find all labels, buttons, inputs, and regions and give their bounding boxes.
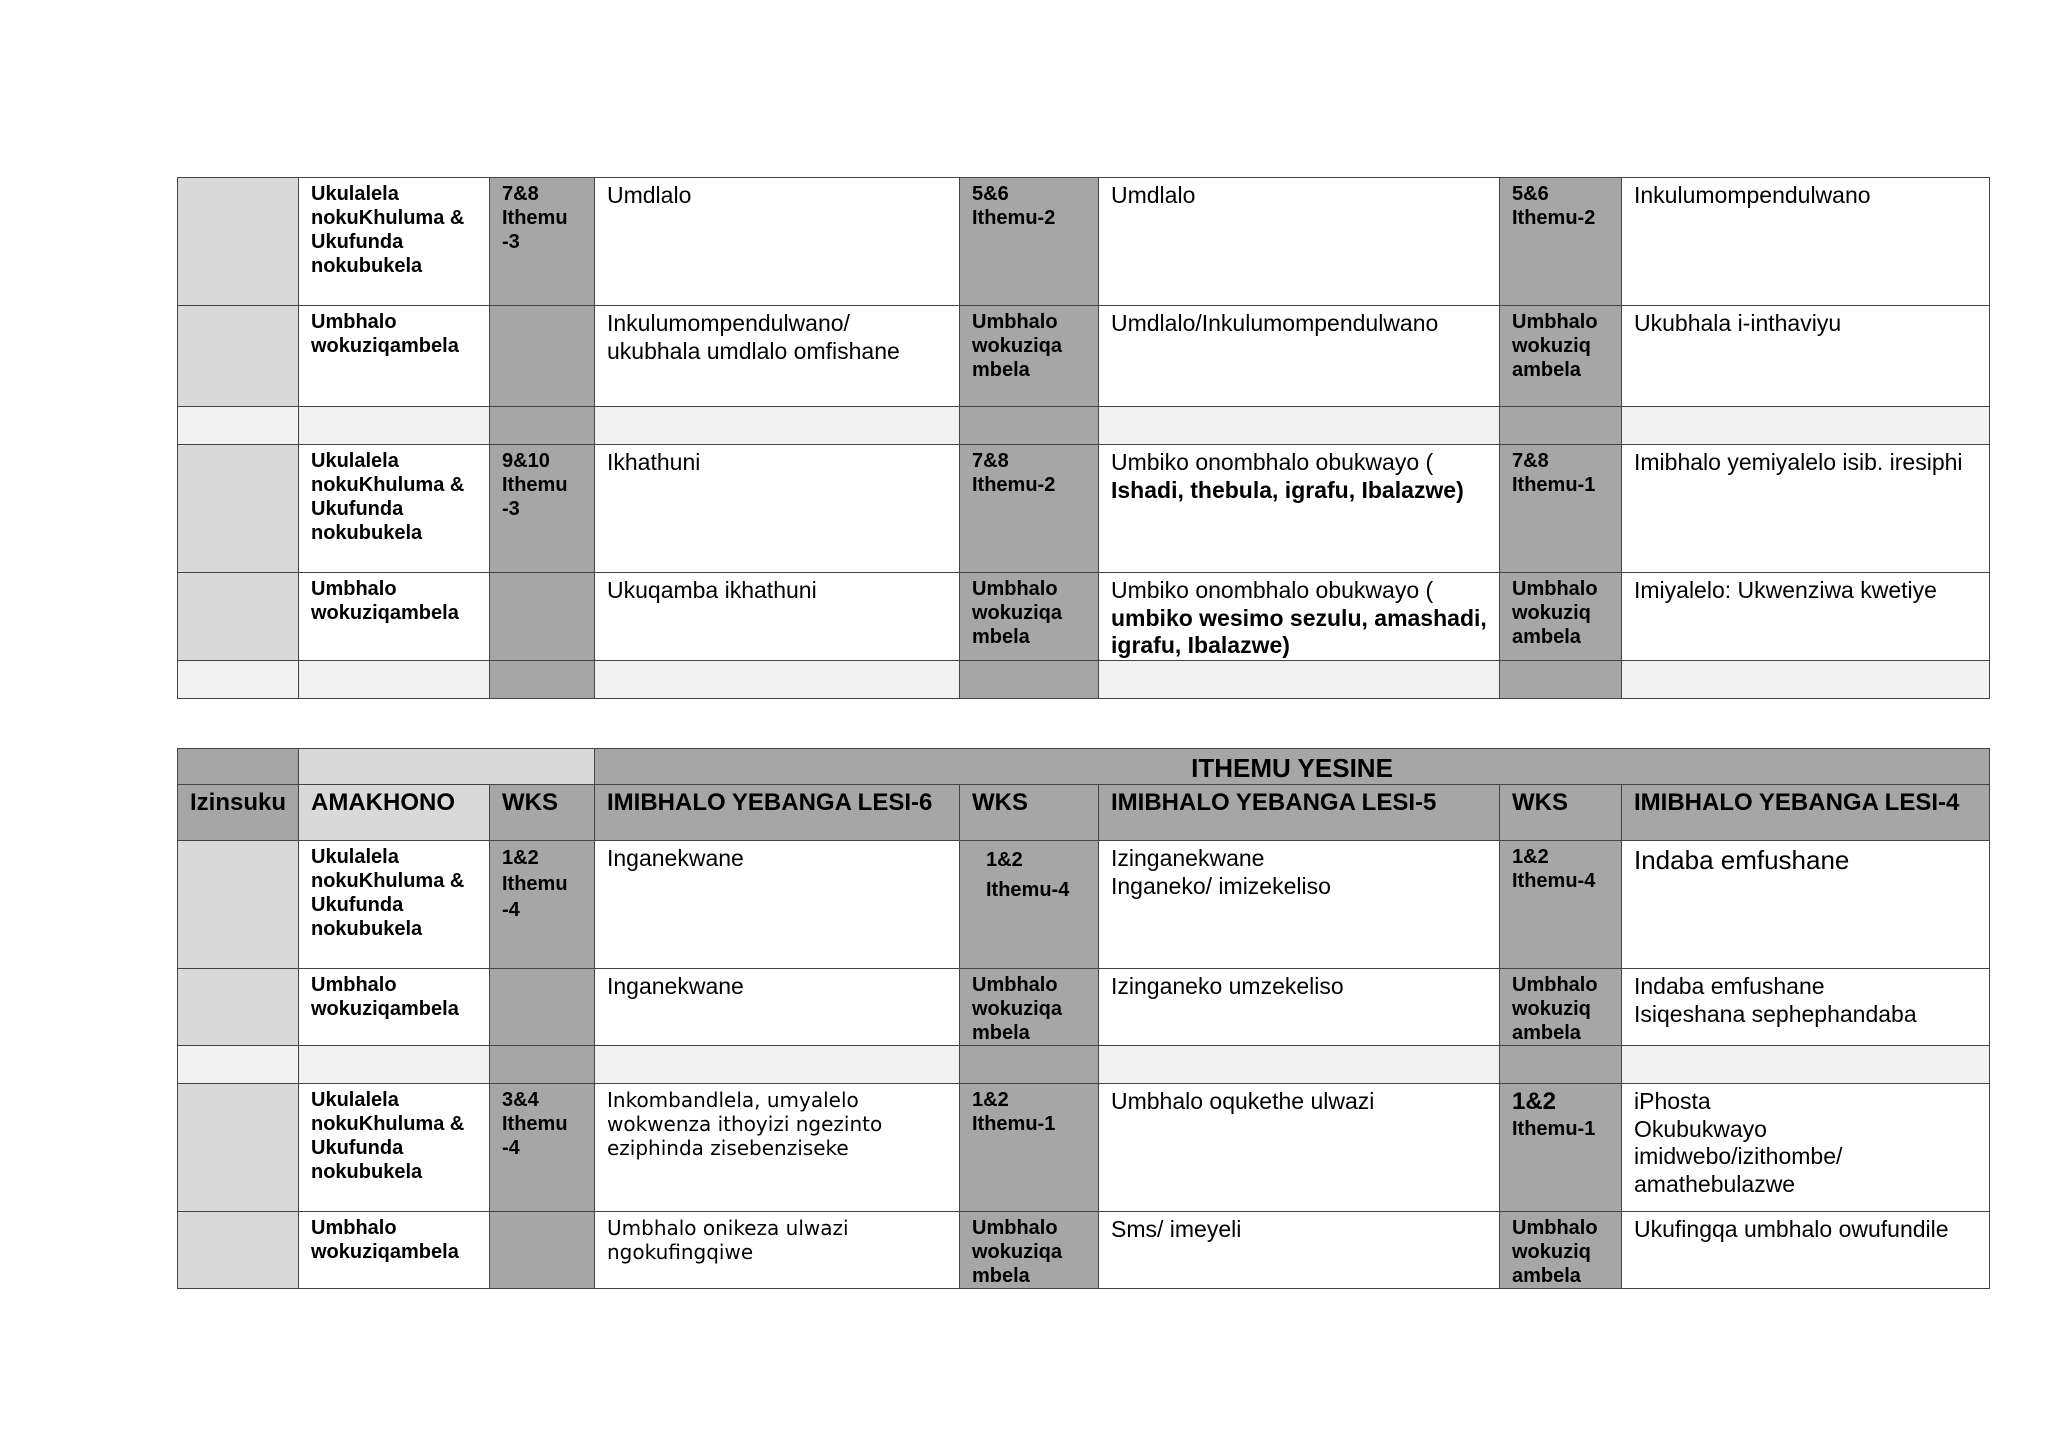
skill-cell: Umbhalo wokuziqambela <box>299 1212 490 1289</box>
text-grade5: Umdlalo <box>1099 178 1500 306</box>
text-grade6: Inganekwane <box>595 969 960 1046</box>
wks-grade5: Umbhalo wokuziqa mbela <box>960 306 1099 407</box>
header-wks: WKS <box>490 785 595 841</box>
skill-cell: Umbhalo wokuziqambela <box>299 969 490 1046</box>
wks-grade6: 1&2 Ithemu -4 <box>490 841 595 969</box>
table-row <box>178 1084 1990 1212</box>
skill-cell: Ukulalela nokuKhuluma & Ukufunda nokubukela <box>299 841 490 969</box>
days-cell <box>178 841 299 969</box>
text-grade4: Inkulumompendulwano <box>1622 178 1990 306</box>
text-grade4: Ukufingqa umbhalo owufundile <box>1622 1212 1990 1289</box>
wks-grade5: Umbhalo wokuziqa mbela <box>960 1212 1099 1289</box>
spacer-cell <box>595 660 960 698</box>
spacer-cell <box>178 407 299 445</box>
wks-grade4 <box>1500 1084 1622 1212</box>
wks-grade5: 1&2 Ithemu-4 <box>960 841 1099 969</box>
wks-grade5: 5&6 Ithemu-2 <box>960 178 1099 306</box>
text-part: iPhosta <box>1634 1088 1711 1115</box>
days-cell <box>178 1084 299 1212</box>
text-part-bold: umbiko wesimo sezulu, amashadi, igrafu, Ibalazwe) <box>1111 604 1487 659</box>
spacer-cell <box>1622 407 1990 445</box>
table-row <box>178 1212 1990 1289</box>
spacer-cell <box>178 660 299 698</box>
days-cell <box>178 1212 299 1289</box>
spacer-cell <box>1099 407 1500 445</box>
days-cell <box>178 969 299 1046</box>
skill-cell: Ukulalela nokuKhuluma & Ukufunda nokubukela <box>299 1084 490 1212</box>
spacer-cell <box>1500 1046 1622 1084</box>
wks-grade4: 1&2 Ithemu-4 <box>1500 841 1622 969</box>
header-grade4: IMIBHALO YEBANGA LESI-4 <box>1622 785 1990 841</box>
days-cell <box>178 445 299 573</box>
text-part: Umbiko onombhalo obukwayo ( <box>1111 577 1434 603</box>
header-wks: WKS <box>1500 785 1622 841</box>
table-row <box>178 841 1990 969</box>
text-grade4: Imibhalo yemiyalelo isib. iresiphi <box>1622 445 1990 573</box>
spacer-cell <box>1622 1046 1990 1084</box>
header-grade6: IMIBHALO YEBANGA LESI-6 <box>595 785 960 841</box>
wks-grade5: 1&2 Ithemu-1 <box>960 1084 1099 1212</box>
text-grade6: Inkombandlela, umyalelo wokwenza ithoyizi ngezinto eziphinda zisebenziseke <box>595 1084 960 1212</box>
text-grade4 <box>1622 969 1990 1046</box>
header-wks: WKS <box>960 785 1099 841</box>
spacer-cell <box>490 1046 595 1084</box>
wks-grade4: Umbhalo wokuziq ambela <box>1500 969 1622 1046</box>
spacer-cell <box>1099 1046 1500 1084</box>
spacer-cell <box>299 1046 490 1084</box>
text-grade5: Umbhalo oqukethe ulwazi <box>1099 1084 1500 1212</box>
spacer-cell <box>490 660 595 698</box>
text-part: Izinganekwane <box>1111 845 1265 872</box>
skill-cell: Ukulalela nokuKhuluma & Ukufunda nokubukela <box>299 178 490 306</box>
text-grade5: Umdlalo/Inkulumompendulwano <box>1099 306 1500 407</box>
spacer-row <box>178 407 1990 445</box>
wks-grade6: 9&10 Ithemu -3 <box>490 445 595 573</box>
spacer-row <box>178 1046 1990 1084</box>
text-part: Inganeko/ imizekeliso <box>1111 872 1331 899</box>
spacer-cell <box>960 407 1099 445</box>
text-grade6: Inganekwane <box>595 841 960 969</box>
spacer-cell <box>1500 407 1622 445</box>
days-cell <box>178 306 299 407</box>
text-grade6: Umdlalo <box>595 178 960 306</box>
text-grade6: Ukuqamba ikhathuni <box>595 573 960 661</box>
wks-grade4: Umbhalo wokuziq ambela <box>1500 573 1622 661</box>
spacer-cell <box>299 660 490 698</box>
title-row <box>178 749 1990 785</box>
text-grade6: Umbhalo onikeza ulwazi ngokufingqiwe <box>595 1212 960 1289</box>
wks-grade4: Umbhalo wokuziq ambela <box>1500 1212 1622 1289</box>
text-grade4: Indaba emfushane <box>1622 841 1990 969</box>
text-grade5: Izinganeko umzekeliso <box>1099 969 1500 1046</box>
spacer-cell <box>960 660 1099 698</box>
text-grade5 <box>1099 573 1500 661</box>
spacer-cell <box>1099 660 1500 698</box>
text-grade6: Ikhathuni <box>595 445 960 573</box>
title-blank-cell <box>299 749 595 785</box>
title-blank-cell <box>178 749 299 785</box>
spacer-cell <box>1500 660 1622 698</box>
table-row <box>178 178 1990 306</box>
skill-cell: Ukulalela nokuKhuluma & Ukufunda nokubukela <box>299 445 490 573</box>
text-grade4: Ukubhala i-inthaviyu <box>1622 306 1990 407</box>
text-part: Okubukwayo imidwebo/izithombe/ amathebulazwe <box>1634 1115 1843 1197</box>
wks-grade4: Umbhalo wokuziq ambela <box>1500 306 1622 407</box>
spacer-cell <box>595 1046 960 1084</box>
header-row <box>178 785 1990 841</box>
text-grade5 <box>1099 445 1500 573</box>
wks-part: Ithemu-1 <box>1512 1117 1596 1140</box>
text-part: Umbiko onombhalo obukwayo ( <box>1111 449 1434 475</box>
curriculum-table-term4 <box>177 748 1990 1289</box>
text-grade4: Imiyalelo: Ukwenziwa kwetiye <box>1622 573 1990 661</box>
table-row <box>178 969 1990 1046</box>
text-part: Indaba emfushane <box>1634 973 1825 1000</box>
wks-part: 1&2 <box>1512 1088 1557 1116</box>
wks-grade4: 7&8 Ithemu-1 <box>1500 445 1622 573</box>
text-grade5: Sms/ imeyeli <box>1099 1212 1500 1289</box>
curriculum-table-term3 <box>177 177 1990 699</box>
spacer-cell <box>960 1046 1099 1084</box>
text-part-bold: Ishadi, thebula, igrafu, Ibalazwe) <box>1111 476 1464 503</box>
table-row <box>178 445 1990 573</box>
header-grade5: IMIBHALO YEBANGA LESI-5 <box>1099 785 1500 841</box>
skill-cell: Umbhalo wokuziqambela <box>299 306 490 407</box>
table-row <box>178 306 1990 407</box>
days-cell <box>178 178 299 306</box>
wks-grade5: Umbhalo wokuziqa mbela <box>960 969 1099 1046</box>
spacer-cell <box>1622 660 1990 698</box>
text-part: Isiqeshana sephephandaba <box>1634 1000 1917 1027</box>
days-cell <box>178 573 299 661</box>
table-row <box>178 573 1990 661</box>
spacer-row <box>178 660 1990 698</box>
spacer-cell <box>595 407 960 445</box>
wks-grade6 <box>490 1212 595 1289</box>
text-grade4 <box>1622 1084 1990 1212</box>
wks-grade6 <box>490 306 595 407</box>
wks-grade6 <box>490 573 595 661</box>
spacer-cell <box>490 407 595 445</box>
spacer-cell <box>178 1046 299 1084</box>
wks-grade6: 7&8 Ithemu -3 <box>490 178 595 306</box>
wks-grade4: 5&6 Ithemu-2 <box>1500 178 1622 306</box>
header-skills: AMAKHONO <box>299 785 490 841</box>
wks-grade6 <box>490 969 595 1046</box>
wks-grade5: Umbhalo wokuziqa mbela <box>960 573 1099 661</box>
spacer-cell <box>299 407 490 445</box>
header-days: Izinsuku <box>178 785 299 841</box>
term-title: ITHEMU YESINE <box>595 749 1990 785</box>
skill-cell: Umbhalo wokuziqambela <box>299 573 490 661</box>
text-grade5 <box>1099 841 1500 969</box>
text-grade6: Inkulumompendulwano/ ukubhala umdlalo omfishane <box>595 306 960 407</box>
wks-grade6: 3&4 Ithemu -4 <box>490 1084 595 1212</box>
wks-grade5: 7&8 Ithemu-2 <box>960 445 1099 573</box>
